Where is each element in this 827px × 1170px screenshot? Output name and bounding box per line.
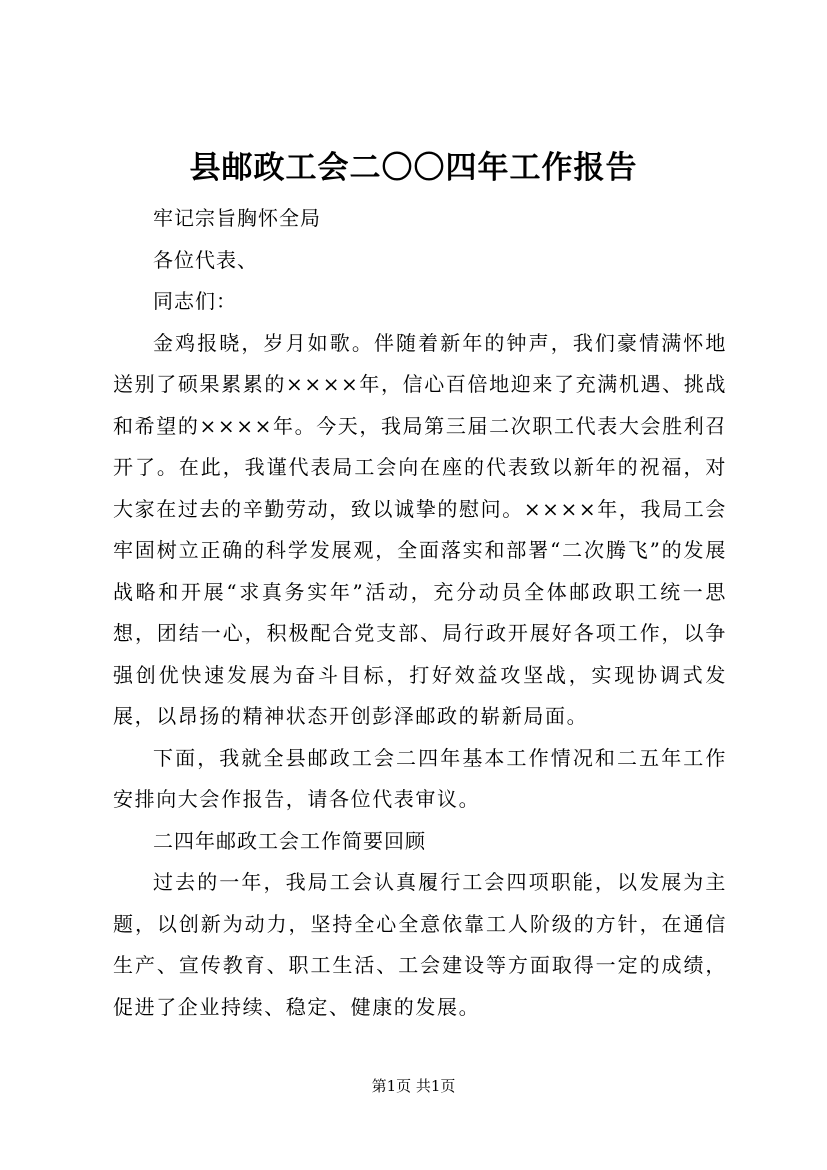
paragraph-review: 过去的一年，我局工会认真履行工会四项职能，以发展为主题，以创新为动力，坚持全心全意依靠工人阶级的方针，在通信生产、宣传教育、职工生活、工会建设等方面取得一定的成绩，促进了企业持续、稳定、健康的发展。: [113, 870, 727, 1019]
paragraph-section-heading: 二四年邮政工会工作简要回顾: [153, 828, 426, 853]
document-title: 县邮政工会二〇〇四年工作报告: [189, 150, 638, 186]
paragraph-salutation-comrades: 同志们：: [153, 289, 237, 313]
page-footer: 第1页 共1页: [371, 1077, 456, 1095]
paragraph-subtitle: 牢记宗旨胸怀全局: [153, 206, 321, 230]
paragraph-opening: 金鸡报晓，岁月如歌。伴随着新年的钟声，我们豪情满怀地送别了硕果累累的××××年，信心百倍地迎来了充满机遇、挑战和希望的××××年。今天，我局第三届二次职工代表大会胜利召开了。在此，我谨代表局工会向在座的代表致以新年的祝福，对大家在过去的辛勤劳动，致以诚挚的慰问。××××年，我局工会牢固树立正确的科学发展观，全面落实和部署“二次腾飞”的发展战略和开展“求真务实年”活动，充分动员全体邮政职工统一思想，团结一心，积极配合党支部、局行政开展好各项工作，以争强创优快速发展为奋斗目标，打好效益攻坚战，实现协调式发展，以昂扬的精神状态开创彭泽邮政的崭新局面。: [113, 330, 727, 728]
document-body: [113, 198, 727, 1028]
paragraph-report-intro: 下面，我就全县邮政工会二四年基本工作情况和二五年工作安排向大会作报告，请各位代表审议。: [113, 745, 727, 811]
paragraph-salutation-delegates: 各位代表、: [153, 247, 258, 272]
